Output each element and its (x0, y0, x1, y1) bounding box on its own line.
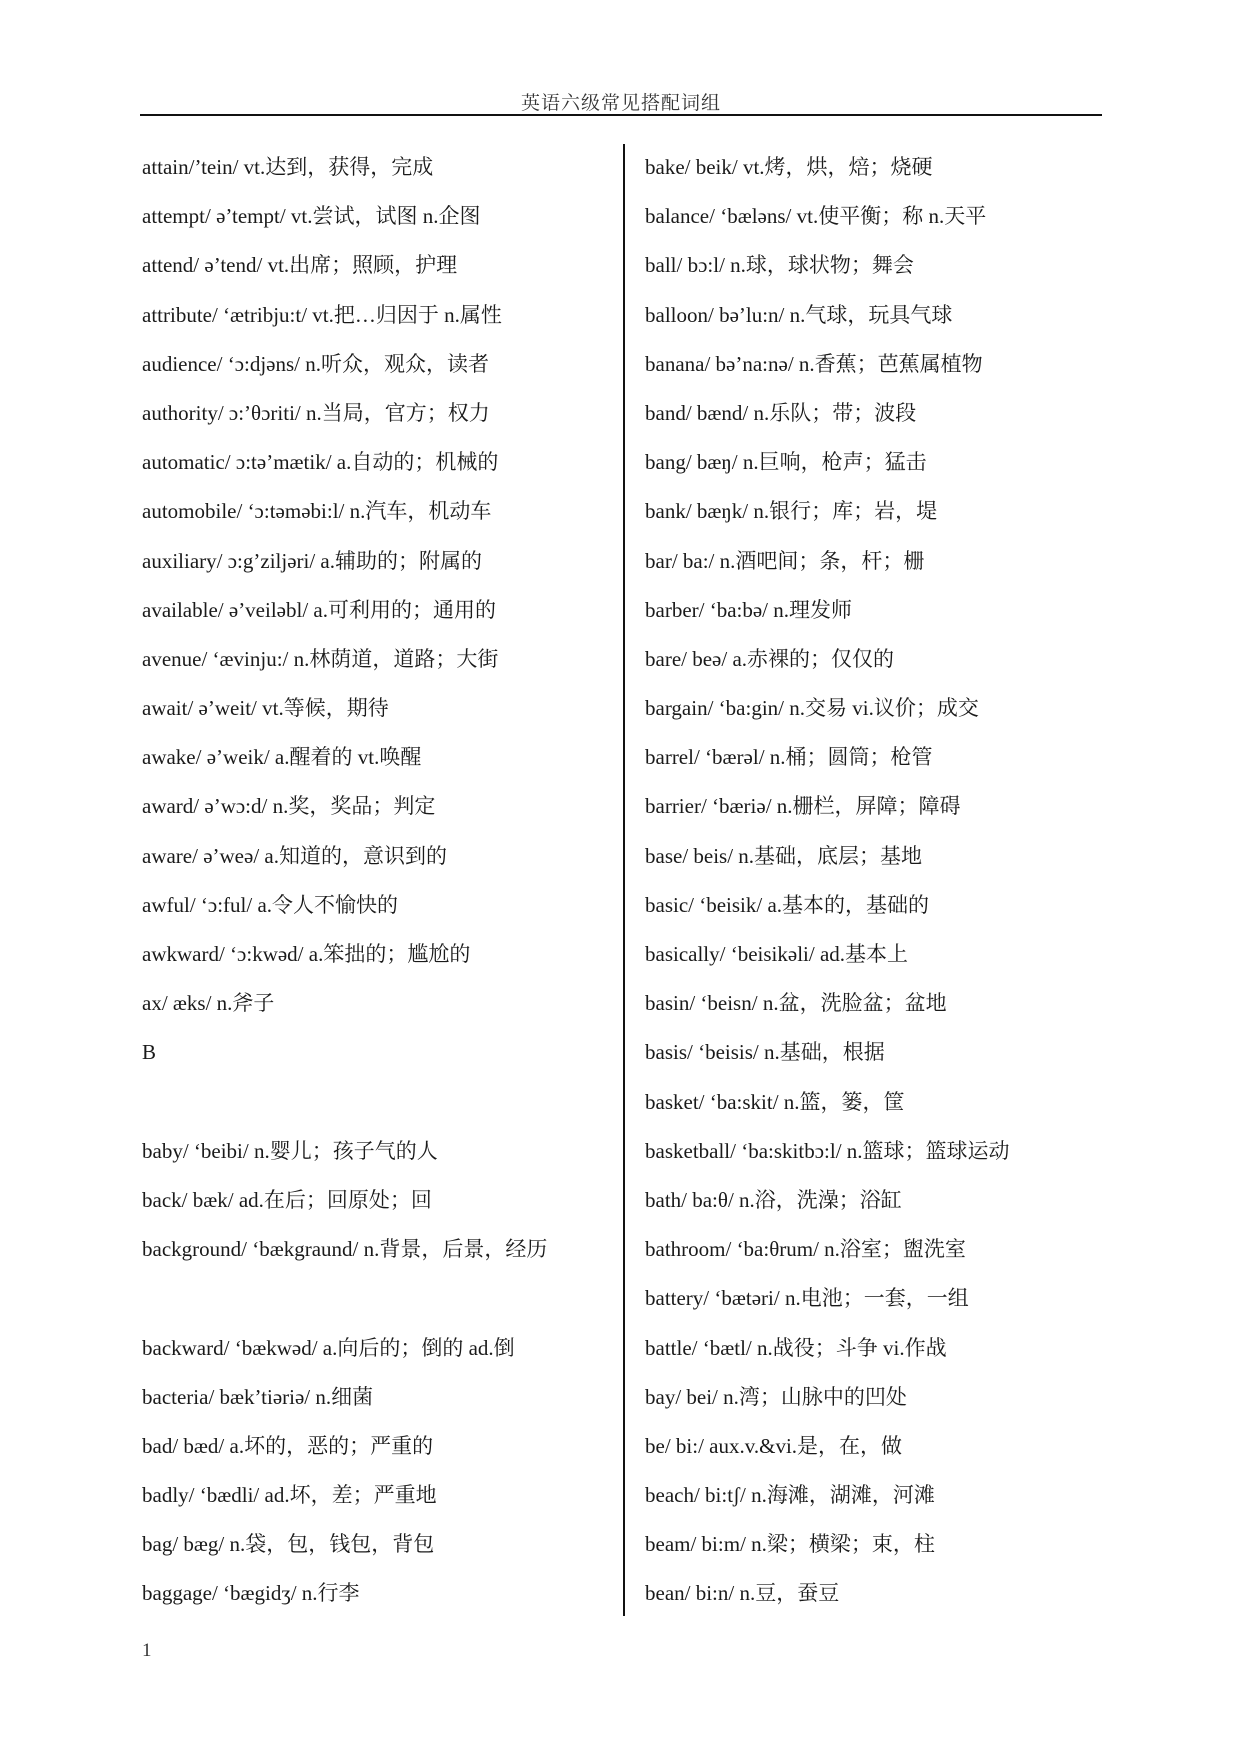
vocab-entry: bang/ bæŋ/ n.巨响，枪声；猛击 (645, 450, 927, 475)
left-column (142, 150, 612, 1626)
vocab-entry: background/ ‘bækgraund/ n.背景，后景，经历 (142, 1237, 548, 1262)
vocab-entry: basket/ ‘ba:skit/ n.篮，篓，筐 (645, 1089, 905, 1114)
vocab-entry: bad/ bæd/ a.坏的，恶的；严重的 (142, 1433, 434, 1458)
vocab-entry: back/ bæk/ ad.在后；回原处；回 (142, 1187, 432, 1212)
vocab-entry: beam/ bi:m/ n.梁；横梁；束，柱 (645, 1532, 935, 1557)
vocab-entry: basin/ ‘beisn/ n.盆，洗脸盆；盆地 (645, 991, 947, 1016)
page-number: 1 (142, 1640, 152, 1661)
vocab-entry: authority/ ɔ:’θɔriti/ n.当局，官方；权力 (142, 400, 490, 425)
vocab-entry: be/ bi:/ aux.v.&vi.是，在，做 (645, 1433, 903, 1458)
vocab-entry: bargain/ ‘ba:gin/ n.交易 vi.议价；成交 (645, 696, 979, 721)
vocab-entry: basis/ ‘beisis/ n.基础，根据 (645, 1040, 885, 1065)
vocab-entry: baby/ ‘beibi/ n.婴儿；孩子气的人 (142, 1138, 438, 1163)
vocab-entry: badly/ ‘bædli/ ad.坏，差；严重地 (142, 1483, 437, 1508)
vocab-entry: basically/ ‘beisikəli/ ad.基本上 (645, 942, 909, 966)
vocab-entry: awful/ ‘ɔ:ful/ a.令人不愉快的 (142, 892, 399, 917)
vocab-entry: aware/ ə’weə/ a.知道的，意识到的 (142, 843, 447, 868)
vocab-entry: balance/ ‘bæləns/ vt.使平衡；称 n.天平 (645, 204, 987, 229)
vocab-entry: basketball/ ‘ba:skitbɔ:l/ n.篮球；篮球运动 (645, 1138, 1010, 1163)
vocab-entry: bank/ bæŋk/ n.银行；库；岩，堤 (645, 499, 938, 524)
vocab-entry: automatic/ ɔ:tə’mætik/ a.自动的；机械的 (142, 450, 499, 475)
section-letter: B (142, 1040, 157, 1065)
vocab-entry: attempt/ ə’tempt/ vt.尝试，试图 n.企图 (142, 204, 481, 229)
vocab-entry: bag/ bæg/ n.袋，包，钱包，背包 (142, 1532, 435, 1557)
vocab-entry: bake/ beik/ vt.烤，烘，焙；烧硬 (645, 155, 933, 179)
vocab-entry: bath/ ba:θ/ n.浴，洗澡；浴缸 (645, 1187, 902, 1212)
blank-line (142, 1085, 612, 1134)
vocab-entry: auxiliary/ ɔ:g’ziljəri/ a.辅助的；附属的 (142, 548, 482, 573)
vocab-entry: battle/ ‘bætl/ n.战役；斗争 vi.作战 (645, 1335, 947, 1360)
page-header-title: 英语六级常见搭配词组 (520, 93, 721, 114)
vocab-entry: bean/ bi:n/ n.豆，蚕豆 (645, 1581, 840, 1606)
vocab-entry: await/ ə’weit/ vt.等候，期待 (142, 696, 389, 721)
vocab-entry: basic/ ‘beisik/ a.基本的，基础的 (645, 892, 930, 917)
vocab-entry: ball/ bɔ:l/ n.球，球状物；舞会 (645, 253, 914, 278)
header-rule (140, 114, 1102, 116)
vocab-entry: banana/ bə’na:nə/ n.香蕉；芭蕉属植物 (645, 351, 983, 376)
vocab-entry: beach/ bi:tʃ/ n.海滩，湖滩，河滩 (645, 1483, 935, 1508)
vocab-entry: bacteria/ bæk’tiəriə/ n.细菌 (142, 1384, 374, 1409)
vocab-entry: automobile/ ‘ɔ:təməbi:l/ n.汽车，机动车 (142, 499, 492, 524)
vocab-entry: bar/ ba:/ n.酒吧间；条，杆；栅 (645, 548, 925, 573)
vocab-entry: audience/ ‘ɔ:djəns/ n.听众，观众，读者 (142, 351, 490, 376)
vocab-entry: bare/ beə/ a.赤裸的；仅仅的 (645, 646, 895, 671)
vocab-entry: available/ ə’veiləbl/ a.可利用的；通用的 (142, 597, 496, 622)
column-divider (623, 144, 625, 1616)
vocab-entry: barrel/ ‘bærəl/ n.桶；圆筒；枪管 (645, 745, 933, 770)
vocab-entry: barber/ ‘ba:bə/ n.理发师 (645, 597, 853, 622)
vocab-entry: band/ bænd/ n.乐队；带；波段 (645, 400, 917, 425)
vocab-entry: base/ beis/ n.基础，底层；基地 (645, 843, 923, 868)
vocab-entry: attribute/ ‘ætribju:t/ vt.把…归因于 n.属性 (142, 302, 502, 327)
vocab-entry: balloon/ bə’lu:n/ n.气球，玩具气球 (645, 302, 953, 327)
vocab-entry: barrier/ ‘bæriə/ n.栅栏，屏障；障碍 (645, 794, 961, 819)
vocab-entry: avenue/ ‘ævinju:/ n.林荫道，道路；大街 (142, 646, 499, 671)
blank-line (142, 1281, 612, 1330)
right-column (645, 150, 1115, 1626)
vocab-entry: baggage/ ‘bægidʒ/ n.行李 (142, 1581, 360, 1606)
vocab-entry: bathroom/ ‘ba:θrum/ n.浴室；盥洗室 (645, 1237, 966, 1262)
vocab-entry: award/ ə’wɔ:d/ n.奖，奖品；判定 (142, 794, 436, 819)
vocab-entry: ax/ æks/ n.斧子 (142, 991, 275, 1016)
vocab-entry: battery/ ‘bætəri/ n.电池；一套，一组 (645, 1286, 969, 1311)
vocab-entry: attend/ ə’tend/ vt.出席；照顾，护理 (142, 253, 458, 278)
vocab-entry: backward/ ‘bækwəd/ a.向后的；倒的 ad.倒 (142, 1335, 515, 1360)
vocab-entry: awake/ ə’weik/ a.醒着的 vt.唤醒 (142, 745, 422, 770)
vocab-entry: awkward/ ‘ɔ:kwəd/ a.笨拙的；尴尬的 (142, 942, 471, 966)
vocab-entry: bay/ bei/ n.湾；山脉中的凹处 (645, 1384, 907, 1409)
vocab-entry: attain/’tein/ vt.达到，获得，完成 (142, 155, 434, 179)
